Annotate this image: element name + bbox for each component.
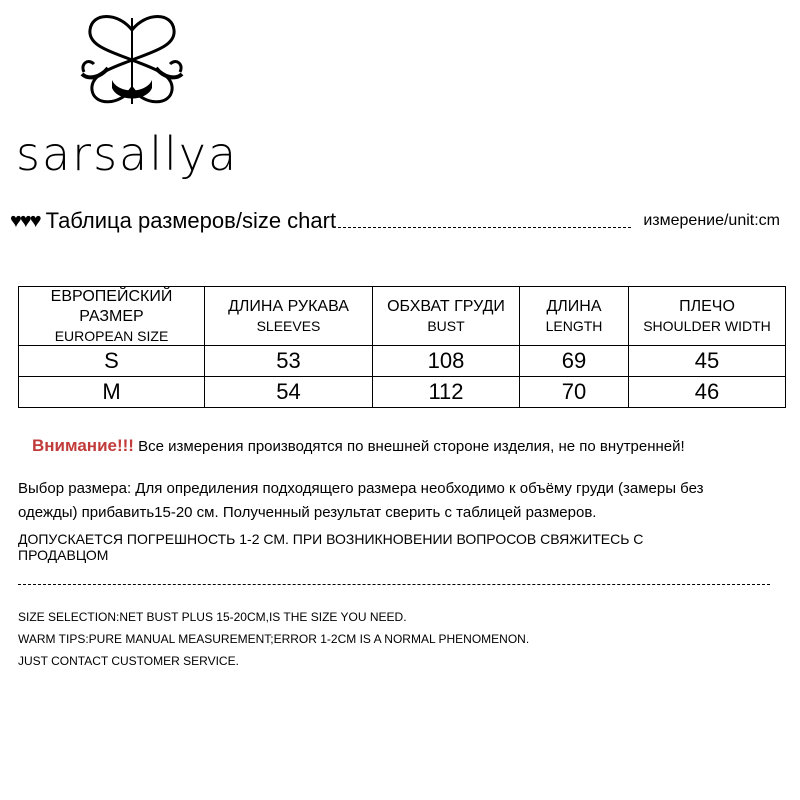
brand-wordmark: sarsallya	[16, 127, 239, 181]
table-row	[19, 377, 786, 408]
attention-text: Все измерения производятся по внешней стороне изделия, не по внутренней!	[133, 438, 685, 455]
size-choice-note: Выбор размера: Для опредиления подходящего размера необходимо к объёму груди (замеры без одежды) прибавить15-20 см. Полученный результат сверить с таблицей размеров.	[18, 480, 704, 521]
page-title: Таблица размеров/size chart	[45, 208, 337, 233]
column-header-sleeves: ДЛИНА РУКАВА SLEEVES	[205, 287, 373, 346]
size-chart-heading	[10, 207, 780, 235]
table-cell: 45	[629, 346, 786, 377]
en-contact: JUST CONTACT CUSTOMER SERVICE.	[18, 654, 239, 668]
en-warm-tips: WARM TIPS:PURE MANUAL MEASUREMENT;ERROR 1-2CM IS A NORMAL PHENOMENON.	[18, 632, 530, 646]
table-cell: S	[19, 346, 205, 377]
table-row	[19, 346, 786, 377]
tolerance-note: ДОПУСКАЕТСЯ ПОГРЕШНОСТЬ 1-2 СМ. ПРИ ВОЗНИКНОВЕНИИ ВОПРОСОВ СВЯЖИТЕСЬ С ПРОДАВЦОМ	[18, 531, 644, 563]
column-header-shoulder: ПЛЕЧО SHOULDER WIDTH	[629, 287, 786, 346]
column-header-length: ДЛИНА LENGTH	[520, 287, 629, 346]
dashed-divider	[18, 584, 770, 585]
attention-word: Внимание!!!	[32, 436, 134, 455]
table-cell: 53	[205, 346, 373, 377]
table-header-row	[19, 287, 786, 346]
table-cell: 112	[373, 377, 520, 408]
unit-label: измерение/unit:cm	[643, 212, 780, 229]
en-size-selection: SIZE SELECTION:NET BUST PLUS 15-20CM,IS THE SIZE YOU NEED.	[18, 610, 407, 624]
brand-logo-emblem	[78, 8, 186, 108]
table-cell: 46	[629, 377, 786, 408]
table-cell: 69	[520, 346, 629, 377]
table-cell: 70	[520, 377, 629, 408]
column-header-bust: ОБХВАТ ГРУДИ BUST	[373, 287, 520, 346]
table-cell: 54	[205, 377, 373, 408]
table-cell: 108	[373, 346, 520, 377]
column-header-size: ЕВРОПЕЙСКИЙ РАЗМЕР EUROPEAN SIZE	[19, 287, 205, 346]
attention-note	[32, 436, 685, 456]
dashed-divider	[338, 227, 631, 228]
size-table	[18, 286, 786, 408]
hearts-icon: ♥♥♥	[10, 209, 40, 232]
table-cell: M	[19, 377, 205, 408]
